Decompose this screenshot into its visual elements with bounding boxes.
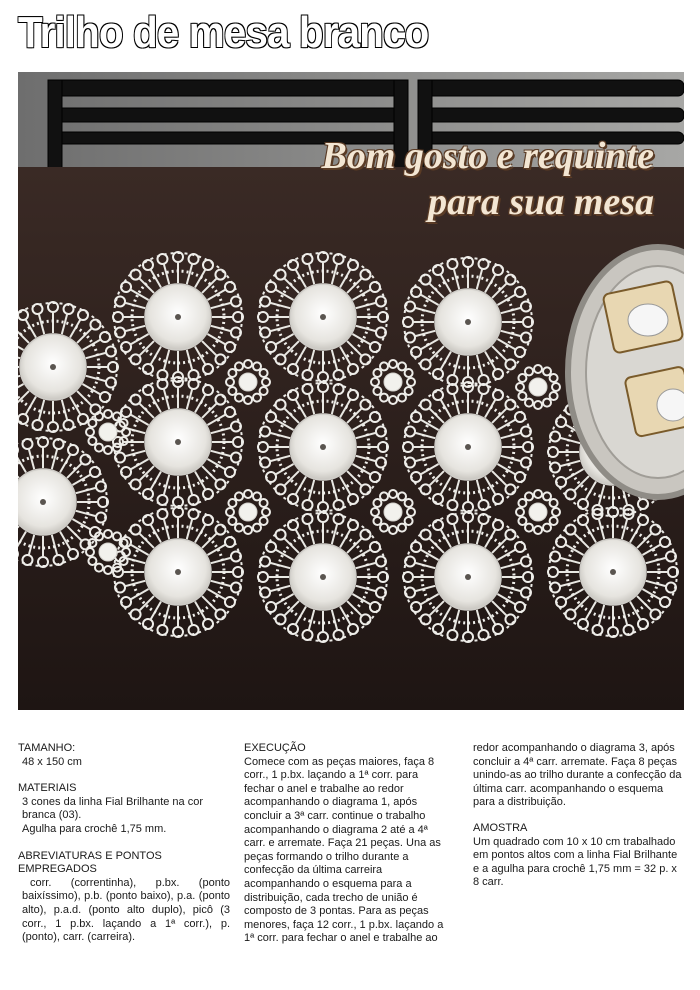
execucao-text: Comece com as peças maiores, faça 8 corr., 1 p.bx. laçando a 1ª corr. para fechar o anel e trabalhe ao redor acompanhando o diagrama 1, após concluir a 3ª carr. continue o trabalho acompanhando o diagrama 2 até a 4ª carr. e arremate. Faça 21 peças. Una as peças formando o trilho durante a confecção da última carreira acompanhando o esquema para a distribuição, cada trecho de união é composto de 3 pontas. Para as peças menores, faça 12 corr., 1 p.bx. laçando a 1ª corr. para fechar o anel e trabalhe ao bbox=[244, 755, 444, 945]
abreviaturas-text: corr. (correntinha), p.bx. (ponto baixíssimo), p.b. (ponto baixo), p.a. (ponto alto), p.a.d. (ponto alto duplo), picô (3 corr., 1 p.bx. laçando a 1ª corr.), p. (ponto), carr. (carreira). bbox=[22, 876, 230, 944]
doily-motif bbox=[403, 257, 533, 387]
abreviaturas-label-1: ABREVIATURAS E PONTOS bbox=[18, 849, 162, 862]
doily-motif bbox=[113, 377, 243, 507]
materiais-line-1: 3 cones da linha Fial Brilhante na cor branca (03). bbox=[22, 795, 203, 822]
doily-motif bbox=[258, 252, 388, 382]
amostra-text: Um quadrado com 10 x 10 cm trabalhado em pontos altos com a linha Fial Brilhante e a agulha para crochê 1,75 mm = 32 p. x 8 carr. bbox=[473, 835, 678, 889]
column-materials bbox=[18, 742, 230, 945]
doily-motif bbox=[403, 512, 533, 642]
column-continuation bbox=[473, 742, 685, 890]
doily-motif bbox=[403, 382, 533, 512]
doily-motif bbox=[113, 507, 243, 637]
execucao-label: EXECUÇÃO bbox=[244, 742, 306, 754]
tagline-line-2: para sua mesa bbox=[428, 181, 654, 223]
materiais-label: MATERIAIS bbox=[18, 782, 77, 795]
execucao-continuation: redor acompanhando o diagrama 3, após concluir a 4ª carr. arremate. Faça 8 peças unindo-as ao trilho durante a confecção da última carr. acompanhando o esquema para a distribuição. bbox=[473, 742, 682, 809]
doily-motif bbox=[113, 252, 243, 382]
abreviaturas-label-2: EMPREGADOS bbox=[18, 863, 97, 876]
tamanho-value: 48 x 150 cm bbox=[22, 755, 82, 768]
doily-motif bbox=[548, 507, 678, 637]
amostra-label: AMOSTRA bbox=[473, 821, 528, 834]
tamanho-label: TAMANHO: bbox=[18, 742, 76, 754]
column-execucao bbox=[244, 742, 450, 946]
doily-motif bbox=[258, 512, 388, 642]
tagline-line-1: Bom gosto e requinte bbox=[321, 135, 654, 177]
doily-motif bbox=[258, 382, 388, 512]
materiais-line-2: Agulha para crochê 1,75 mm. bbox=[22, 822, 167, 835]
page-title: Trilho de mesa branco bbox=[18, 8, 429, 57]
table-runner-photo bbox=[18, 72, 684, 710]
